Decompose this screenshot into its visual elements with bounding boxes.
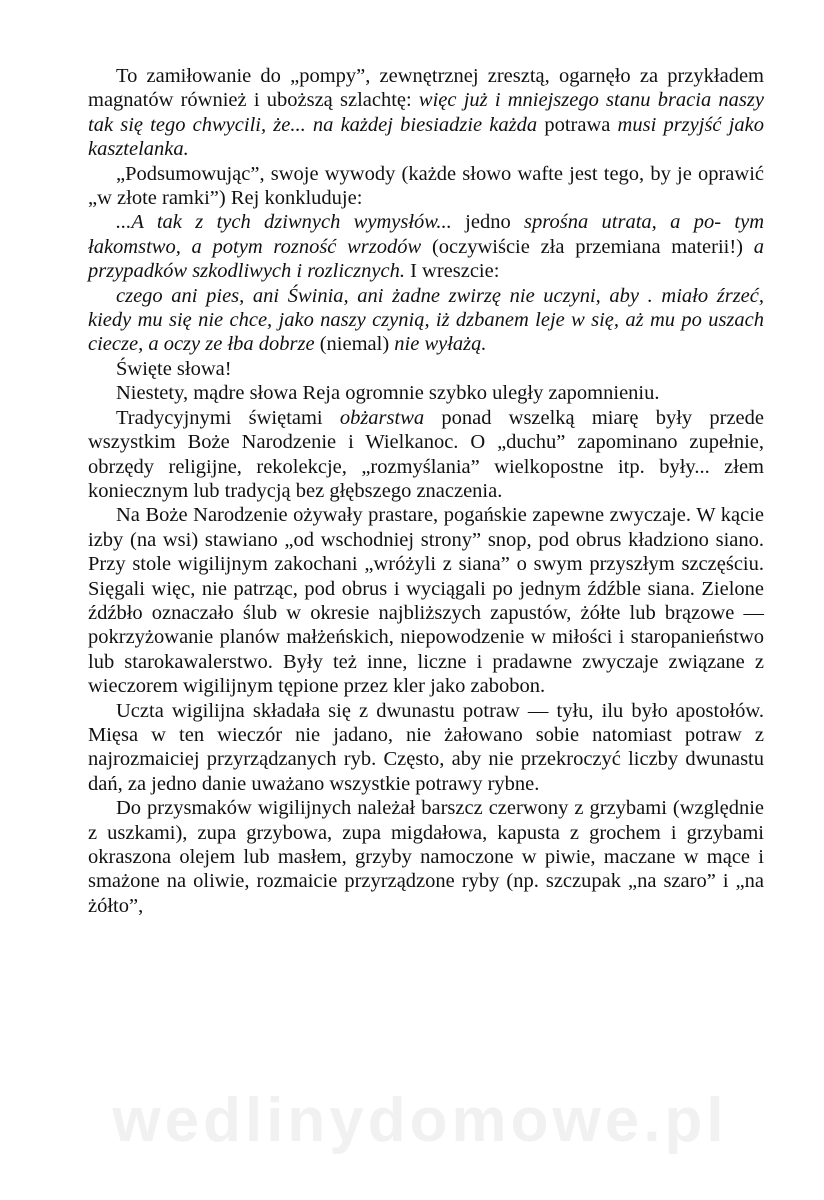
paragraph <box>88 503 764 698</box>
text-run: Do przysmaków wigilijnych należał barszcz czerwony z grzybami (względnie z uszkami), zupa grzybowa, zupa migdałowa, kapusta z grochem i grzybami okraszona olejem lub masłem, grzyby namoczone w piwie, maczane w mące i smażone na oliwie, rozmaicie przyrządzone ryby (np. szczupak „na szaro” i „na żółto”, <box>88 797 764 917</box>
paragraph <box>88 64 764 162</box>
text-run: Na Boże Narodzenie ożywały prastare, pogańskie zapewne zwyczaje. W kącie izby (na wsi) stawiano „od wschodniej strony” snop, pod obrus kładziono siano. Przy stole wigilijnym zakochani „wróżyli z siana” o swym przyszłym szczęściu. Sięgali więc, nie patrząc, pod obrus i wyciągali po jednym źdźble siana. Zielone źdźbło oznaczało ślub w okresie najbliższych zapustów, żółte lub brązowe — pokrzyżowanie planów małżeńskich, niepowodzenie w miłości i staropanieństwo lub starokawalerstwo. Były też inne, liczne i pradawne zwyczaje związane z wieczorem wigilijnym tępione przez kler jako zabobon. <box>88 504 764 698</box>
paragraph <box>88 796 764 918</box>
italic-run: a przypadków szkodliwych i rozlicznych. <box>88 235 764 283</box>
text-run: Święte słowa! <box>116 357 232 380</box>
paragraph <box>88 699 764 797</box>
italic-run: ...A tak z tych dziwnych wymysłów... <box>116 211 452 234</box>
text-run: Tradycyjnymi świętami <box>116 406 340 429</box>
text-run: jedno <box>451 211 525 234</box>
text-run: Uczta wigilijna składała się z dwunastu potraw — tyłu, ilu było apostołów. Mięsa w ten wieczór nie jadano, nie żałowano sobie natomiast potraw z najrozmaiciej przyrządzanych ryb. Często, aby nie przekroczyć liczby dwunastu dań, za jedno danie uważano wszystkie potrawy rybne. <box>88 699 764 795</box>
text-run: Niestety, mądre słowa Reja ogromnie szybko uległy zapomnieniu. <box>116 382 660 405</box>
italic-run: nie wyłażą. <box>394 333 487 356</box>
paragraph <box>88 357 764 381</box>
italic-run: czego ani pies, ani Świnia, ani żadne zwirzę nie uczyni, aby . miało źrzeć, kiedy mu się nie chce, jako naszy czynią, iż dzbanem leje w się, aż mu po uszach ciecze, a oczy ze łba dobrze <box>88 284 764 356</box>
paragraph <box>88 406 764 504</box>
italic-run: obżarstwa <box>339 406 425 429</box>
paragraph <box>88 381 764 405</box>
text-run: „Podsumowując”, swoje wywody (każde słowo wafte jest tego, by je oprawić „w złote ramki”) Rej konkluduje: <box>88 162 764 210</box>
body-text <box>88 64 764 918</box>
text-run: I wreszcie: <box>404 260 500 283</box>
text-run: To zamiłowanie do „pompy”, zewnętrznej zresztą, ogarnęło za przykładem magnatów również i uboższą szlachtę: <box>88 65 764 112</box>
quote-paragraph <box>88 284 764 357</box>
quote-paragraph <box>88 210 764 283</box>
text-run: potrawa <box>537 113 618 136</box>
italic-run: sprośna utrata, a po- tym łakomstwo, a potym rozność wrzodów <box>88 211 764 258</box>
watermark: wedlinydomowe.pl <box>112 1086 728 1155</box>
italic-run: musi przyjść jako kasztelanka. <box>88 113 764 161</box>
italic-run: więc już i mniejszego stanu bracia naszy tak się tego chwycili, że... na każdej biesiadzie każda <box>88 89 764 136</box>
paragraph <box>88 162 764 211</box>
text-run: ponad wszelką miarę były przede wszystkim Boże Narodzenie i Wielkanoc. O „duchu” zapominano zupełnie, obrzędy religijne, rekolekcje, „rozmyślania” wielkopostne itp. były... złem koniecznym lub tradycją bez głębszego znaczenia. <box>88 406 764 502</box>
text-run: (oczywiście zła przemiana materii!) <box>421 235 754 258</box>
text-run: (niemal) <box>314 333 395 356</box>
